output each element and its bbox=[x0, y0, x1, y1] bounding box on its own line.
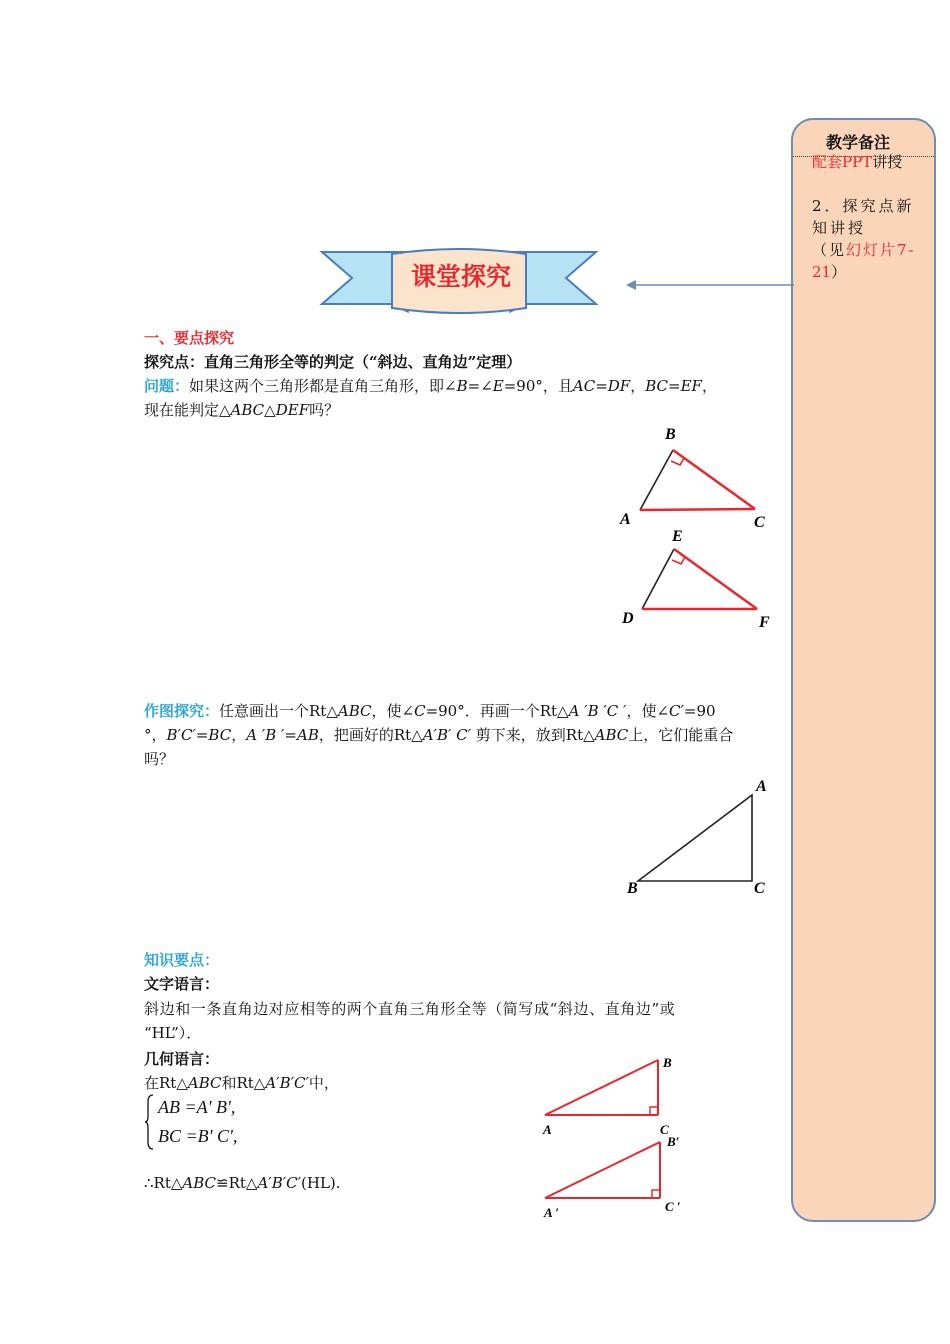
drawing-exploration-line1 bbox=[144, 699, 716, 723]
q-text: =90°，且 bbox=[503, 377, 573, 395]
drawing-exploration-line3: 吗？ bbox=[144, 750, 175, 768]
d-var: ABC bbox=[337, 702, 372, 720]
triangle-abc bbox=[638, 795, 752, 881]
label-e: E bbox=[672, 528, 683, 545]
right-angle-mark bbox=[672, 557, 685, 564]
label-c: C bbox=[660, 1122, 669, 1137]
key-points-label: 知识要点： bbox=[144, 951, 220, 969]
see-close: ） bbox=[831, 263, 847, 281]
question-line2 bbox=[144, 398, 339, 422]
right-angle-mark bbox=[652, 1190, 660, 1198]
d-var: C′ bbox=[669, 702, 684, 720]
label-a: A bbox=[620, 511, 631, 528]
d-text: ，使∠ bbox=[626, 702, 670, 720]
sidebar-step-line1: 2．探究点新 bbox=[812, 197, 915, 215]
side-bc bbox=[673, 450, 755, 509]
conclusion-line bbox=[144, 1171, 341, 1195]
q-text: ， bbox=[630, 377, 646, 395]
question-label: 问题： bbox=[144, 377, 190, 395]
q-var: BC bbox=[645, 377, 668, 395]
d-var: AB bbox=[296, 726, 319, 744]
c-text: ≌Rt△ bbox=[216, 1174, 258, 1192]
sidebar-slide-ref2 bbox=[812, 261, 846, 283]
hl-theorem-line2: “HL”）． bbox=[144, 1024, 202, 1042]
g-text: 在Rt△ bbox=[144, 1074, 188, 1092]
q-var: ABC bbox=[230, 401, 265, 419]
triangles-abc-def-figure bbox=[612, 420, 782, 635]
banner-title: 课堂探究 bbox=[410, 262, 511, 291]
side-ac bbox=[640, 509, 755, 510]
label-a: A bbox=[756, 778, 767, 795]
c-var: ABC bbox=[182, 1174, 217, 1192]
q-var: B bbox=[456, 377, 468, 395]
sidebar-title: 教学备注 bbox=[826, 133, 891, 152]
left-brace-icon bbox=[144, 1094, 154, 1150]
side-apbp bbox=[545, 1142, 660, 1198]
d-text: = bbox=[195, 726, 209, 744]
d-var: B′C′ bbox=[166, 726, 196, 744]
q-text: = bbox=[595, 377, 608, 395]
side-ef bbox=[674, 549, 757, 609]
exploration-point: 探究点：直角三角形全等的判定（“斜边、直角边”定理） bbox=[144, 353, 522, 371]
sidebar-ppt-note bbox=[812, 151, 902, 173]
drawing-label: 作图探究： bbox=[144, 702, 220, 720]
d-text: =90 bbox=[683, 702, 716, 720]
geometry-intro bbox=[144, 1071, 339, 1095]
q-text: =∠ bbox=[467, 377, 493, 395]
side-ab bbox=[640, 450, 673, 510]
d-text: ，使∠ bbox=[371, 702, 415, 720]
g-var: ABC bbox=[187, 1074, 222, 1092]
q-var: AC bbox=[572, 377, 596, 395]
q-text: 如果这两个三角形都是直角三角形，即∠ bbox=[189, 377, 457, 395]
equation-bc: BC =B' C', bbox=[158, 1126, 238, 1146]
g-text: 和Rt△ bbox=[221, 1074, 266, 1092]
d-var: C bbox=[414, 702, 426, 720]
g-var: A′B′C′ bbox=[265, 1074, 309, 1092]
drawing-exploration-line2 bbox=[144, 723, 733, 747]
side-ab bbox=[545, 1060, 658, 1115]
ppt-label: 配套PPT bbox=[812, 153, 873, 171]
g-text: 中， bbox=[308, 1074, 339, 1092]
q-var: DEF bbox=[275, 401, 310, 419]
d-var: A′B′ C′ bbox=[422, 726, 472, 744]
c-text: (HL). bbox=[301, 1174, 341, 1192]
c-text: ∴Rt△ bbox=[144, 1174, 183, 1192]
ppt-teach: 讲授 bbox=[872, 153, 903, 171]
q-var: EF bbox=[680, 377, 702, 395]
label-b: B bbox=[665, 426, 676, 443]
d-text: ，把画好的Rt△ bbox=[318, 726, 423, 744]
arrow-icon bbox=[620, 276, 795, 294]
q-var: E bbox=[492, 377, 504, 395]
label-d: D bbox=[622, 610, 634, 627]
label-c: C bbox=[754, 880, 765, 897]
d-text: °， bbox=[144, 726, 167, 744]
label-b: B bbox=[663, 1055, 672, 1070]
right-angle-mark bbox=[650, 1107, 658, 1115]
side-de bbox=[642, 549, 674, 609]
text-language-label: 文字语言： bbox=[144, 975, 220, 993]
label-b-prime: B′ bbox=[667, 1134, 680, 1149]
d-var: BC bbox=[208, 726, 232, 744]
geometry-language-label: 几何语言： bbox=[144, 1050, 220, 1068]
d-text: ， bbox=[231, 726, 247, 744]
section-heading: 一、要点探究 bbox=[144, 329, 235, 347]
see-open: （见 bbox=[812, 241, 847, 259]
label-c: C bbox=[754, 514, 765, 531]
d-text: = bbox=[284, 726, 297, 744]
label-b: B bbox=[627, 880, 638, 897]
label-c-prime: C ′ bbox=[665, 1199, 681, 1214]
label-a: A bbox=[543, 1122, 552, 1137]
d-var: A ′B ′C ′ bbox=[568, 702, 627, 720]
d-text: 剪下来，放到Rt△ bbox=[471, 726, 595, 744]
d-text: 任意画出一个Rt△ bbox=[219, 702, 338, 720]
label-f: F bbox=[759, 614, 770, 631]
label-a-prime: A ′ bbox=[544, 1205, 559, 1220]
slide-range: 幻灯片7- bbox=[846, 241, 916, 259]
teaching-notes-sidebar bbox=[791, 118, 936, 1222]
equation-ab: AB =A' B', bbox=[158, 1097, 236, 1117]
d-text: =90°．再画一个Rt△ bbox=[425, 702, 569, 720]
q-text: ， bbox=[701, 377, 717, 395]
d-var: A ′B ′ bbox=[246, 726, 285, 744]
hl-theorem-line1: 斜边和一条直角边对应相等的两个直角三角形全等（简写成“斜边、直角边”或 bbox=[144, 1000, 676, 1018]
question-line1 bbox=[144, 374, 717, 398]
congruent-triangles-figure bbox=[538, 1050, 698, 1226]
q-var: DF bbox=[607, 377, 631, 395]
slide-range-end: 21 bbox=[812, 263, 832, 281]
d-var: ABC bbox=[594, 726, 629, 744]
sidebar-step-line2: 知讲授 bbox=[812, 219, 867, 237]
d-text: 上，它们能重合 bbox=[628, 726, 734, 744]
q-text: 吗？ bbox=[309, 401, 340, 419]
triangle-abc-figure bbox=[620, 772, 780, 900]
q-text: = bbox=[668, 377, 681, 395]
q-text: 现在能判定△ bbox=[144, 401, 231, 419]
sidebar-slide-ref bbox=[812, 239, 916, 261]
q-text: △ bbox=[264, 401, 276, 419]
c-var: A′B′C′ bbox=[257, 1174, 302, 1192]
right-angle-mark bbox=[671, 458, 684, 465]
